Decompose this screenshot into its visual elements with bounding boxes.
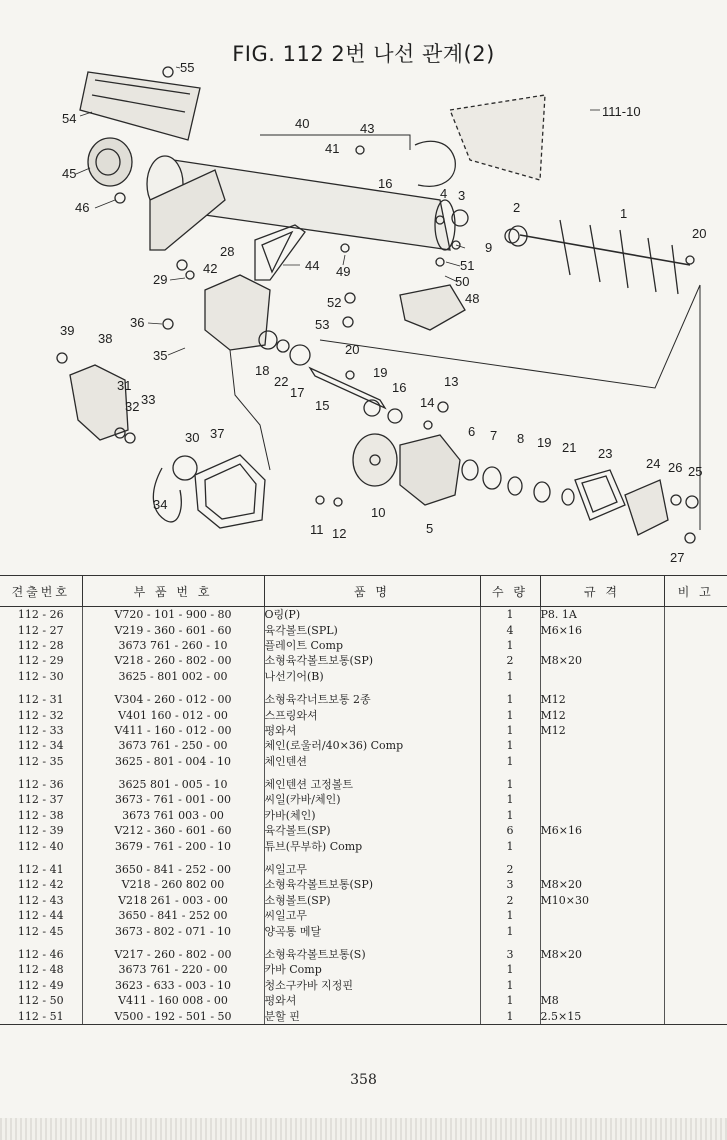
callout-4: 4: [440, 186, 448, 201]
cell-spec: [540, 777, 664, 792]
callout-22: 22: [274, 374, 289, 389]
cell-part-name: 소형육각너트보통 2종: [264, 692, 480, 707]
cell-part-number: V401 160 - 012 - 00: [82, 707, 264, 722]
cell-spec: 2.5×15: [540, 1008, 664, 1024]
cell-part-number: 3673 761 - 250 - 00: [82, 738, 264, 753]
cell-spec: [540, 862, 664, 877]
cell-item-no: 112 - 50: [0, 993, 82, 1008]
cell-spec: [540, 792, 664, 807]
callout-54: 54: [62, 111, 77, 126]
cell-item-no: 112 - 30: [0, 669, 82, 684]
cell-remarks: [664, 692, 727, 707]
cell-part-name: 체인텐션: [264, 754, 480, 769]
figure-title: FIG. 112 2번 나선 관계(2): [232, 42, 495, 66]
spacer-cell: [664, 769, 727, 777]
cell-part-number: V217 - 260 - 802 - 00: [82, 947, 264, 962]
cell-part-number: 3625 - 801 002 - 00: [82, 669, 264, 684]
table-row: [0, 738, 727, 753]
callout-40: 40: [295, 116, 310, 131]
table-row: [0, 653, 727, 668]
cell-part-name: 소형육각볼트보통(SP): [264, 653, 480, 668]
cell-remarks: [664, 638, 727, 653]
cell-part-number: V212 - 360 - 601 - 60: [82, 823, 264, 838]
cell-part-number: 3623 - 633 - 003 - 10: [82, 978, 264, 993]
cell-part-number: 3673 761 003 - 00: [82, 808, 264, 823]
cell-remarks: [664, 707, 727, 722]
callout-31: 31: [117, 378, 132, 393]
table-row: [0, 993, 727, 1008]
spacer-cell: [82, 684, 264, 692]
cell-quantity: 3: [480, 877, 540, 892]
table-row: [0, 877, 727, 892]
group-spacer: [0, 939, 727, 947]
page-number: 358: [350, 1072, 377, 1088]
cell-part-number: 3673 761 - 260 - 10: [82, 638, 264, 653]
cell-remarks: [664, 823, 727, 838]
callout-7: 7: [490, 428, 498, 443]
cell-item-no: 112 - 32: [0, 707, 82, 722]
cell-part-name: 분할 핀: [264, 1008, 480, 1024]
callout-1: 1: [620, 206, 628, 221]
cell-quantity: 1: [480, 638, 540, 653]
callout-52: 52: [327, 295, 342, 310]
cell-spec: [540, 978, 664, 993]
callout-17: 17: [290, 385, 305, 400]
cell-remarks: [664, 669, 727, 684]
spacer-cell: [480, 939, 540, 947]
cell-part-number: V218 261 - 003 - 00: [82, 893, 264, 908]
table-row: [0, 908, 727, 923]
cell-quantity: 1: [480, 669, 540, 684]
callout-34: 34: [153, 497, 168, 512]
table-row: [0, 638, 727, 653]
cell-spec: [540, 962, 664, 977]
cell-spec: [540, 738, 664, 753]
callout-12: 12: [332, 526, 347, 541]
callout-35: 35: [153, 348, 168, 363]
spacer-cell: [82, 854, 264, 862]
cell-remarks: [664, 962, 727, 977]
callout-16: 16: [378, 176, 393, 191]
cell-spec: M10×30: [540, 893, 664, 908]
callout-21: 21: [562, 440, 577, 455]
callout-18: 18: [255, 363, 270, 378]
callout-36: 36: [130, 315, 145, 330]
callout-3: 3: [458, 188, 466, 203]
cell-spec: [540, 923, 664, 938]
cell-item-no: 112 - 27: [0, 622, 82, 637]
cell-remarks: [664, 923, 727, 938]
cell-quantity: 1: [480, 962, 540, 977]
spacer-cell: [264, 684, 480, 692]
cell-part-name: 씨일고무: [264, 862, 480, 877]
cell-part-number: V720 - 101 - 900 - 80: [82, 607, 264, 623]
cell-remarks: [664, 777, 727, 792]
callout-8: 8: [517, 431, 525, 446]
cell-quantity: 1: [480, 723, 540, 738]
cell-item-no: 112 - 42: [0, 877, 82, 892]
cell-quantity: 1: [480, 777, 540, 792]
cell-spec: M8: [540, 993, 664, 1008]
callout-39: 39: [60, 323, 75, 338]
callout-50: 50: [455, 274, 470, 289]
spacer-cell: [0, 854, 82, 862]
cell-spec: M8×20: [540, 877, 664, 892]
cell-part-name: 소형육각볼트보통(S): [264, 947, 480, 962]
cell-part-name: 육각볼트(SP): [264, 823, 480, 838]
spacer-cell: [540, 939, 664, 947]
cell-item-no: 112 - 28: [0, 638, 82, 653]
cell-quantity: 1: [480, 754, 540, 769]
cell-part-number: 3679 - 761 - 200 - 10: [82, 838, 264, 853]
cell-quantity: 3: [480, 947, 540, 962]
callout-55: 55: [180, 60, 195, 75]
table-row: [0, 607, 727, 623]
callout-38: 38: [98, 331, 113, 346]
callout-51: 51: [460, 258, 475, 273]
cell-remarks: [664, 1008, 727, 1024]
cell-part-name: 소형육각볼트보통(SP): [264, 877, 480, 892]
cell-quantity: 1: [480, 792, 540, 807]
spacer-cell: [264, 854, 480, 862]
cell-part-name: 육각볼트(SPL): [264, 622, 480, 637]
header-spec: 규 격: [540, 576, 664, 607]
cell-item-no: 112 - 39: [0, 823, 82, 838]
callout-16b: 16: [392, 380, 407, 395]
cell-part-number: V304 - 260 - 012 - 00: [82, 692, 264, 707]
cell-item-no: 112 - 48: [0, 962, 82, 977]
cell-part-number: V219 - 360 - 601 - 60: [82, 622, 264, 637]
cell-quantity: 2: [480, 893, 540, 908]
cell-part-name: 씨일고무: [264, 908, 480, 923]
cell-quantity: 1: [480, 808, 540, 823]
spacer-cell: [540, 769, 664, 777]
callout-37: 37: [210, 426, 225, 441]
cell-part-number: 3673 761 - 220 - 00: [82, 962, 264, 977]
spacer-cell: [0, 684, 82, 692]
cell-remarks: [664, 978, 727, 993]
cell-item-no: 112 - 37: [0, 792, 82, 807]
cell-remarks: [664, 947, 727, 962]
cell-spec: P8. 1A: [540, 607, 664, 623]
cell-spec: [540, 838, 664, 853]
callout-53: 53: [315, 317, 330, 332]
cell-item-no: 112 - 41: [0, 862, 82, 877]
callout-13: 13: [444, 374, 459, 389]
callout-44: 44: [305, 258, 320, 273]
spacer-cell: [264, 939, 480, 947]
spacer-cell: [664, 939, 727, 947]
cell-item-no: 112 - 34: [0, 738, 82, 753]
cell-part-name: 카바 Comp: [264, 962, 480, 977]
callout-14: 14: [420, 395, 435, 410]
callout-6: 6: [468, 424, 476, 439]
table-row: [0, 947, 727, 962]
cell-quantity: 1: [480, 692, 540, 707]
cell-quantity: 4: [480, 622, 540, 637]
callout-49: 49: [336, 264, 351, 279]
cell-part-number: 3650 - 841 - 252 - 00: [82, 862, 264, 877]
cell-part-number: 3673 - 802 - 071 - 10: [82, 923, 264, 938]
cell-part-number: 3673 - 761 - 001 - 00: [82, 792, 264, 807]
spacer-cell: [480, 769, 540, 777]
cell-part-number: V500 - 192 - 501 - 50: [82, 1008, 264, 1024]
cell-item-no: 112 - 33: [0, 723, 82, 738]
group-spacer: [0, 854, 727, 862]
cell-spec: [540, 669, 664, 684]
callout-27: 27: [670, 550, 685, 565]
cell-item-no: 112 - 35: [0, 754, 82, 769]
cell-quantity: 1: [480, 978, 540, 993]
callout-46: 46: [75, 200, 90, 215]
callout-9: 9: [485, 240, 493, 255]
cell-remarks: [664, 808, 727, 823]
scan-edge: [0, 1118, 727, 1140]
spacer-cell: [0, 769, 82, 777]
cell-quantity: 1: [480, 838, 540, 853]
callout-23: 23: [598, 446, 613, 461]
cell-item-no: 112 - 51: [0, 1008, 82, 1024]
cell-remarks: [664, 738, 727, 753]
callout-25: 25: [688, 464, 703, 479]
cell-spec: M12: [540, 707, 664, 722]
table-row: [0, 754, 727, 769]
cell-part-name: O링(P): [264, 607, 480, 623]
cell-item-no: 112 - 45: [0, 923, 82, 938]
cell-remarks: [664, 908, 727, 923]
cell-spec: M8×20: [540, 653, 664, 668]
spacer-cell: [264, 769, 480, 777]
table-row: [0, 1008, 727, 1024]
cell-item-no: 112 - 36: [0, 777, 82, 792]
cell-part-number: 3650 - 841 - 252 00: [82, 908, 264, 923]
callout-33: 33: [141, 392, 156, 407]
cell-part-number: V411 - 160 - 012 - 00: [82, 723, 264, 738]
cell-part-number: 3625 801 - 005 - 10: [82, 777, 264, 792]
cell-part-name: 체인텐션 고정볼트: [264, 777, 480, 792]
cell-item-no: 112 - 31: [0, 692, 82, 707]
cell-spec: M12: [540, 723, 664, 738]
cell-part-name: 나선기어(B): [264, 669, 480, 684]
cell-quantity: 1: [480, 1008, 540, 1024]
table-row: [0, 777, 727, 792]
cell-remarks: [664, 862, 727, 877]
cell-part-name: 체인(로울러/40×36) Comp: [264, 738, 480, 753]
cell-part-name: 청소구카바 지정핀: [264, 978, 480, 993]
table-row: [0, 669, 727, 684]
cell-item-no: 112 - 26: [0, 607, 82, 623]
cell-quantity: 2: [480, 862, 540, 877]
cell-remarks: [664, 838, 727, 853]
ref-label-111-10: 111-10: [602, 104, 641, 119]
cell-part-number: V218 - 260 - 802 - 00: [82, 653, 264, 668]
cell-item-no: 112 - 43: [0, 893, 82, 908]
callout-30: 30: [185, 430, 200, 445]
callout-19: 19: [373, 365, 388, 380]
spacer-cell: [664, 854, 727, 862]
table-header-row: [0, 576, 727, 607]
callout-20b: 20: [345, 342, 360, 357]
cell-quantity: 1: [480, 738, 540, 753]
table-row: [0, 692, 727, 707]
cell-part-name: 소형볼트(SP): [264, 893, 480, 908]
cell-item-no: 112 - 49: [0, 978, 82, 993]
cell-quantity: 1: [480, 607, 540, 623]
cell-spec: M8×20: [540, 947, 664, 962]
cell-remarks: [664, 723, 727, 738]
cell-item-no: 112 - 38: [0, 808, 82, 823]
callout-20: 20: [692, 226, 707, 241]
spacer-cell: [540, 854, 664, 862]
cell-spec: [540, 754, 664, 769]
spacer-cell: [82, 769, 264, 777]
group-spacer: [0, 769, 727, 777]
cell-quantity: 2: [480, 653, 540, 668]
cell-spec: [540, 908, 664, 923]
cell-item-no: 112 - 44: [0, 908, 82, 923]
header-quantity: 수 량: [480, 576, 540, 607]
exploded-parts-diagram: [0, 50, 727, 570]
cell-part-name: 평와셔: [264, 723, 480, 738]
callout-29: 29: [153, 272, 168, 287]
cell-part-name: 씨일(카바/체인): [264, 792, 480, 807]
cell-remarks: [664, 653, 727, 668]
table-row: [0, 838, 727, 853]
spacer-cell: [480, 854, 540, 862]
callout-24: 24: [646, 456, 661, 471]
cell-part-number: V218 - 260 802 00: [82, 877, 264, 892]
parts-table: [0, 575, 727, 1025]
cell-part-name: 스프링와셔: [264, 707, 480, 722]
cell-quantity: 1: [480, 993, 540, 1008]
callout-43: 43: [360, 121, 375, 136]
table-row: [0, 723, 727, 738]
cell-remarks: [664, 607, 727, 623]
cell-spec: M6×16: [540, 622, 664, 637]
diagram-callouts: [60, 60, 706, 565]
table-row: [0, 923, 727, 938]
table-row: [0, 707, 727, 722]
callout-2: 2: [513, 200, 521, 215]
callout-32: 32: [125, 399, 140, 414]
cell-remarks: [664, 792, 727, 807]
spacer-cell: [0, 939, 82, 947]
table-row: [0, 862, 727, 877]
callout-45: 45: [62, 166, 77, 181]
cell-part-name: 튜브(무부하) Comp: [264, 838, 480, 853]
callout-48: 48: [465, 291, 480, 306]
cell-spec: [540, 808, 664, 823]
group-spacer: [0, 684, 727, 692]
callout-42: 42: [203, 261, 218, 276]
table-row: [0, 823, 727, 838]
cell-item-no: 112 - 46: [0, 947, 82, 962]
header-item-no: 견출번호: [0, 576, 82, 607]
cell-quantity: 1: [480, 707, 540, 722]
cell-item-no: 112 - 40: [0, 838, 82, 853]
table-row: [0, 978, 727, 993]
cell-part-number: 3625 - 801 - 004 - 10: [82, 754, 264, 769]
cell-quantity: 6: [480, 823, 540, 838]
spacer-cell: [664, 684, 727, 692]
cell-remarks: [664, 993, 727, 1008]
cell-part-name: 카바(체인): [264, 808, 480, 823]
callout-10: 10: [371, 505, 386, 520]
callout-11: 11: [310, 522, 324, 537]
cell-spec: M6×16: [540, 823, 664, 838]
spacer-cell: [82, 939, 264, 947]
cell-spec: M12: [540, 692, 664, 707]
header-part-name: 품 명: [264, 576, 480, 607]
cell-item-no: 112 - 29: [0, 653, 82, 668]
cell-part-number: V411 - 160 008 - 00: [82, 993, 264, 1008]
table-row: [0, 962, 727, 977]
table-row: [0, 893, 727, 908]
cell-spec: [540, 638, 664, 653]
header-remarks: 비 고: [664, 576, 727, 607]
cell-part-name: 평와셔: [264, 993, 480, 1008]
spacer-cell: [480, 684, 540, 692]
cell-part-name: 플레이트 Comp: [264, 638, 480, 653]
cell-quantity: 1: [480, 908, 540, 923]
cell-remarks: [664, 893, 727, 908]
cell-remarks: [664, 622, 727, 637]
parts-table-body: [0, 607, 727, 1025]
spacer-cell: [540, 684, 664, 692]
callout-15: 15: [315, 398, 330, 413]
cell-part-name: 양곡통 메달: [264, 923, 480, 938]
cell-quantity: 1: [480, 923, 540, 938]
table-row: [0, 808, 727, 823]
callout-19b: 19: [537, 435, 552, 450]
table-row: [0, 792, 727, 807]
table-row: [0, 622, 727, 637]
cell-remarks: [664, 754, 727, 769]
callout-28: 28: [220, 244, 235, 259]
callout-5: 5: [426, 521, 434, 536]
callout-26: 26: [668, 460, 683, 475]
callout-41: 41: [325, 141, 340, 156]
cell-remarks: [664, 877, 727, 892]
header-part-number: 부 품 번 호: [82, 576, 264, 607]
